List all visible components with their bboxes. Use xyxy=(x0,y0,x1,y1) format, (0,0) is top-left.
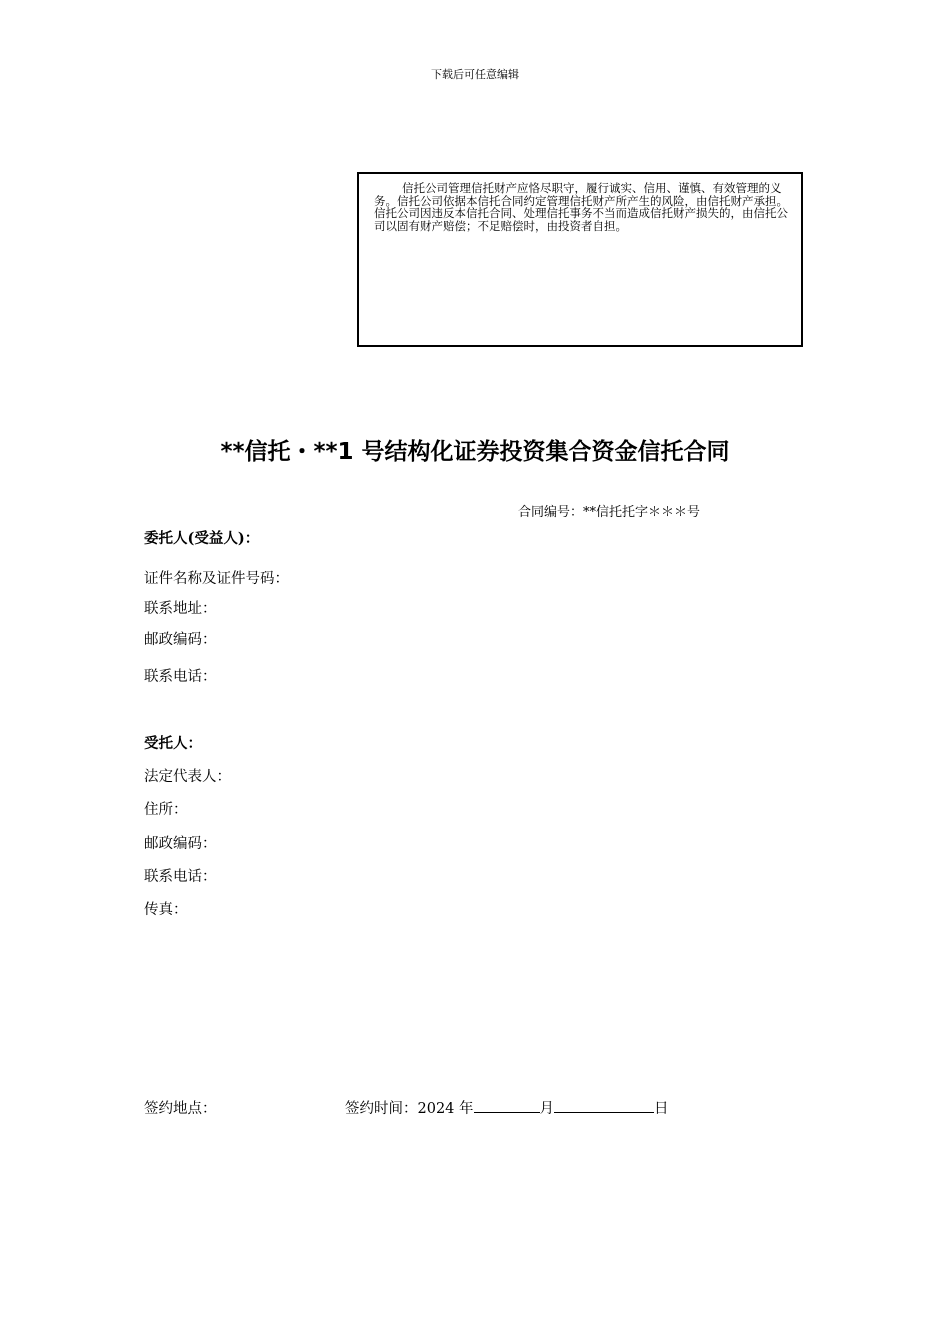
trustee-residence-field: 住所： xyxy=(144,802,188,818)
notice-box xyxy=(357,172,803,347)
month-label: 月 xyxy=(539,1101,555,1117)
signing-place: 签约地点： xyxy=(144,1101,217,1117)
signing-time xyxy=(345,1097,669,1118)
day-blank xyxy=(554,1097,654,1113)
contract-number: 合同编号：**信托托字＊＊＊号 xyxy=(518,505,701,520)
month-blank xyxy=(474,1097,540,1113)
day-label: 日 xyxy=(654,1101,669,1117)
notice-text: 信托公司管理信托财产应恪尽职守，履行诚实、信用、谨慎、有效管理的义务。信托公司依据本信托合同约定管理信托财产所产生的风险，由信托财产承担。信托公司因违反本信托合同、处理信托事务不当而造成信托财产损失的，由信托公司以固有财产赔偿；不足赔偿时，由投资者自担。 xyxy=(374,181,788,233)
signing-time-label: 签约时间：2024 年 xyxy=(345,1101,474,1117)
header-note: 下载后可任意编辑 xyxy=(431,68,519,81)
trustor-label: 委托人(受益人)： xyxy=(144,530,260,547)
trustee-fax-field: 传真： xyxy=(144,902,188,918)
trustee-postcode-field: 邮政编码： xyxy=(144,836,217,852)
document-title: **信托・**1 号结构化证券投资集合资金信托合同 xyxy=(220,439,730,465)
trustor-id-field: 证件名称及证件号码： xyxy=(144,571,289,587)
trustor-phone-field: 联系电话： xyxy=(144,669,217,685)
trustee-phone-field: 联系电话： xyxy=(144,869,217,885)
trustor-postcode-field: 邮政编码： xyxy=(144,632,217,648)
trustor-address-field: 联系地址： xyxy=(144,601,217,617)
trustee-legal-rep-field: 法定代表人： xyxy=(144,769,231,785)
trustee-label: 受托人： xyxy=(144,735,202,752)
